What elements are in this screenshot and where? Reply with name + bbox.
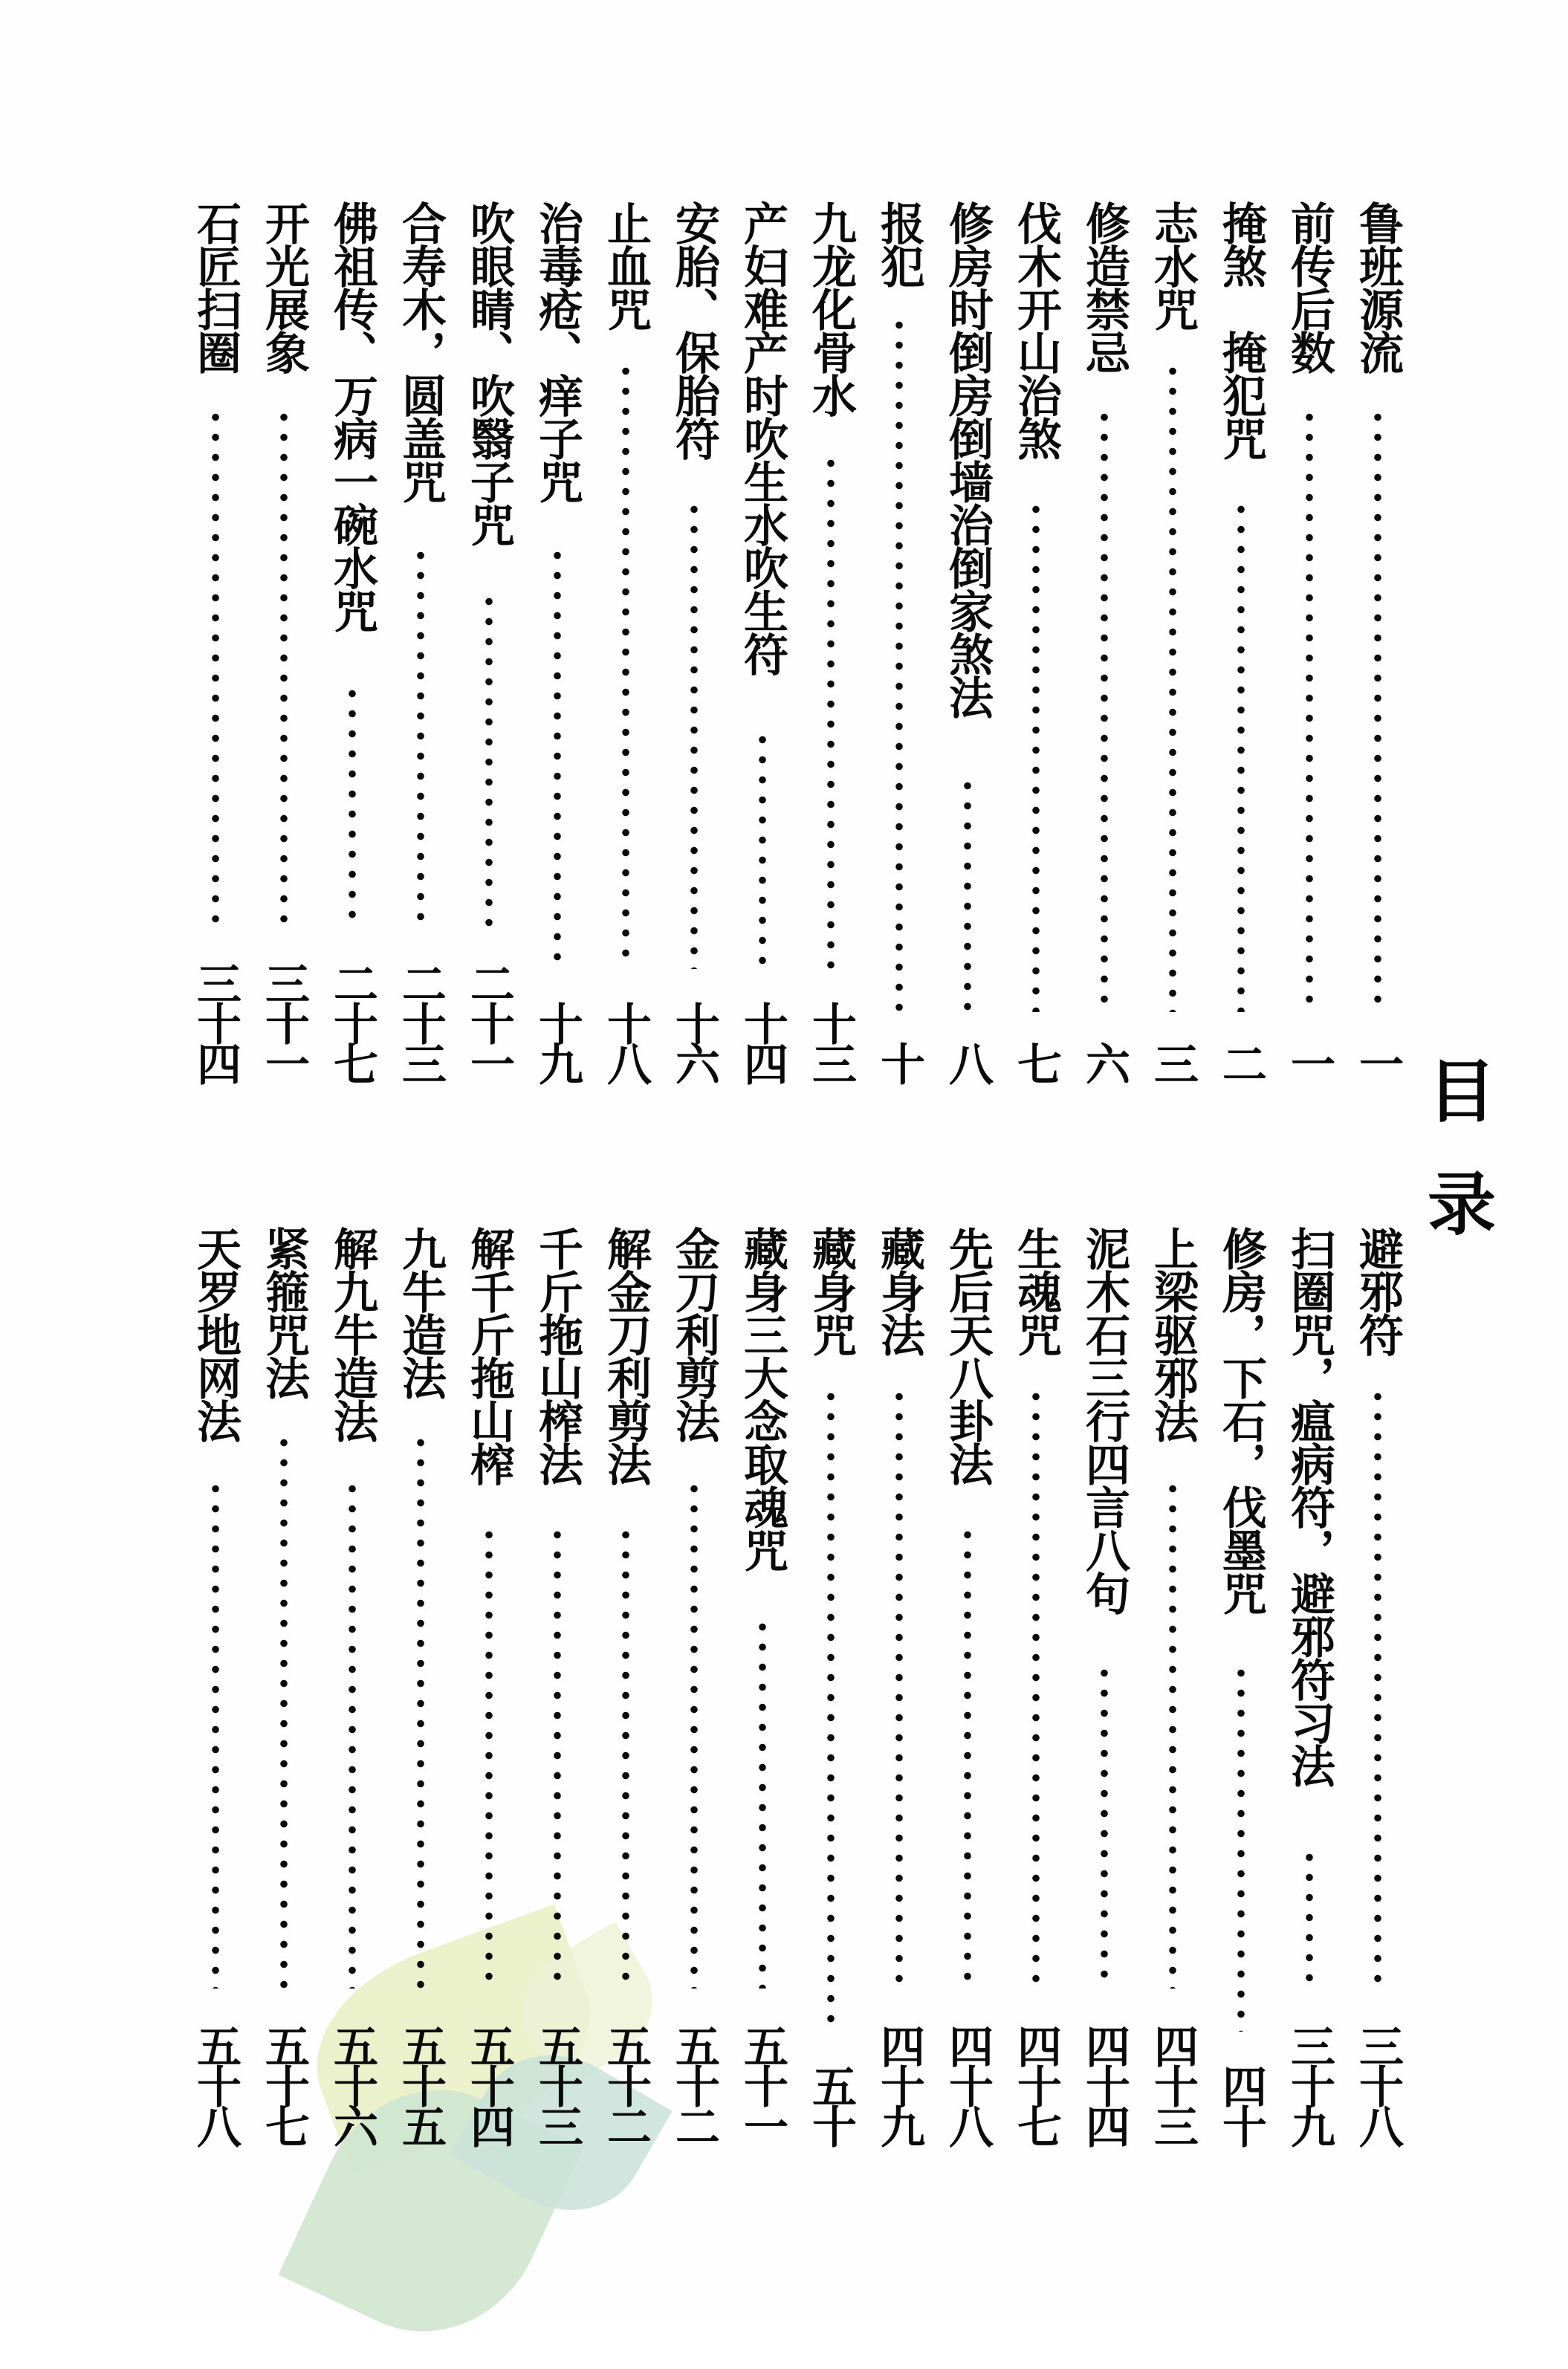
- toc-entry-page-number: 五十二: [600, 2023, 652, 2144]
- toc-entry-title: 石匠扫圈: [189, 201, 242, 373]
- toc-entry[interactable]: [1207, 1226, 1275, 2144]
- dot-leader: [758, 730, 767, 969]
- toc-entry-page-number: 五十一: [736, 2023, 788, 2144]
- toc-entry[interactable]: [592, 201, 660, 1081]
- dot-leader: [1237, 499, 1245, 1012]
- toc-entry-title: 鲁班源流: [1352, 201, 1404, 373]
- toc-entry[interactable]: [386, 201, 455, 1081]
- dot-leader: [553, 545, 562, 969]
- toc-entry-title: 止血咒: [600, 201, 652, 330]
- toc-entry[interactable]: [181, 1226, 250, 2144]
- toc-entry-title: 藏身法: [873, 1226, 925, 1355]
- toc-entry[interactable]: [523, 201, 592, 1081]
- toc-entry-page-number: 十八: [600, 1001, 652, 1081]
- toc-entry[interactable]: [660, 1226, 728, 2144]
- toc-entry-page-number: 三十四: [189, 961, 242, 1081]
- toc-entry-page-number: 十四: [736, 1001, 788, 1081]
- dot-leader: [211, 1479, 220, 1989]
- toc-entry-page-number: 三十八: [1352, 2023, 1404, 2144]
- toc-entry-title: 先后天八卦法: [942, 1226, 994, 1485]
- toc-entry-title: 前传后数: [1283, 201, 1335, 373]
- toc-entry[interactable]: [1138, 201, 1207, 1081]
- toc-entry-page-number: 五十八: [189, 2023, 242, 2144]
- toc-entry[interactable]: [318, 1226, 386, 2144]
- toc-entry-page-number: 二十七: [326, 961, 378, 1081]
- toc-entry-page-number: 四十九: [873, 2023, 925, 2144]
- toc-entry-page-number: 十: [873, 1041, 925, 1081]
- toc-entry-page-number: 五十二: [668, 2023, 720, 2144]
- toc-entry-title: 伐木开山治煞: [1010, 201, 1062, 459]
- toc-entry-page-number: 一: [1283, 1041, 1335, 1081]
- toc-entry-title: 开光展象: [258, 201, 310, 373]
- toc-entry-title: 修房，下石，伐墨咒: [1215, 1226, 1267, 1614]
- toc-entry[interactable]: [1070, 1226, 1138, 2144]
- dot-leader: [348, 1479, 357, 1989]
- toc-entry-page-number: 二十三: [395, 961, 447, 1081]
- toc-entry-page-number: 七: [1010, 1041, 1062, 1081]
- dot-leader: [211, 407, 220, 926]
- dot-leader: [1305, 407, 1314, 1012]
- toc-entry[interactable]: [660, 201, 728, 1081]
- dot-leader: [895, 1387, 904, 1989]
- dot-leader: [1100, 1663, 1109, 1989]
- dot-leader: [826, 453, 835, 969]
- toc-entry-page-number: 二十一: [463, 961, 515, 1081]
- toc-entry-title: 报犯: [873, 201, 925, 287]
- toc-entry[interactable]: [386, 1226, 455, 2144]
- toc-entry-title: 紧箍咒法: [258, 1226, 310, 1399]
- dot-leader: [279, 407, 288, 926]
- toc-entry[interactable]: [318, 201, 386, 1081]
- toc-entry-title: 藏身三大念取魂咒: [736, 1226, 788, 1571]
- toc-entry[interactable]: [865, 201, 933, 1081]
- toc-entry-page-number: 五十: [805, 2064, 857, 2144]
- toc-entry-page-number: 六: [1078, 1041, 1130, 1081]
- toc-entry-page-number: 四十八: [942, 2023, 994, 2144]
- toc-entry[interactable]: [455, 201, 523, 1081]
- toc-entry-page-number: 三十九: [1283, 2023, 1335, 2144]
- toc-entry-page-number: 五十五: [395, 2023, 447, 2144]
- toc-entry[interactable]: [1275, 201, 1344, 1081]
- dot-leader: [1168, 1479, 1177, 1989]
- toc-entry-page-number: 五十三: [531, 2023, 583, 2144]
- toc-entry[interactable]: [1002, 201, 1070, 1081]
- toc-entry[interactable]: [1344, 1226, 1412, 2144]
- toc-entry[interactable]: [728, 1226, 797, 2144]
- dot-leader: [1031, 499, 1040, 1012]
- dot-leader: [895, 315, 904, 1012]
- toc-block-upper: [181, 201, 1412, 1081]
- toc-entry-page-number: 二: [1215, 1041, 1267, 1081]
- toc-entry-title: 生魂咒: [1010, 1226, 1062, 1355]
- dot-leader: [416, 1433, 425, 1989]
- dot-leader: [1168, 361, 1177, 1012]
- dot-leader: [690, 1479, 699, 1989]
- toc-entry-page-number: 四十七: [1010, 2023, 1062, 2144]
- dot-leader: [621, 1525, 630, 1989]
- page-title: 目录: [1416, 1055, 1497, 1281]
- toc-entry-page-number: 四十四: [1078, 2023, 1130, 2144]
- toc-entry-page-number: 十三: [805, 1001, 857, 1081]
- dot-leader: [553, 1525, 562, 1989]
- toc-entry[interactable]: [592, 1226, 660, 2144]
- dot-leader: [1305, 1847, 1314, 1989]
- dot-leader: [826, 1387, 835, 2032]
- dot-leader: [348, 684, 357, 926]
- toc-entry-title: 金刀利剪法: [668, 1226, 720, 1442]
- toc-entry-page-number: 一: [1352, 1041, 1404, 1081]
- toc-block-lower: [181, 1226, 1412, 2144]
- toc-entry-title: 解千斤拖山榨: [463, 1226, 515, 1485]
- toc-entry-title: 治毒疮、痒子咒: [531, 201, 583, 502]
- toc-entry-title: 避邪符: [1352, 1226, 1404, 1355]
- toc-entry[interactable]: [933, 1226, 1002, 2144]
- dot-leader: [485, 592, 493, 926]
- toc-entry[interactable]: [797, 1226, 865, 2144]
- toc-entry-title: 千斤拖山榨法: [531, 1226, 583, 1485]
- toc-entry-page-number: 十九: [531, 1001, 583, 1081]
- toc-entry-title: 吹眼睛、吹翳子咒: [463, 201, 515, 545]
- dot-leader: [279, 1433, 288, 1989]
- dot-leader: [758, 1617, 767, 1989]
- toc-entry[interactable]: [797, 201, 865, 1081]
- dot-leader: [1031, 1387, 1040, 1989]
- dot-leader: [1373, 1387, 1382, 1989]
- dot-leader: [485, 1525, 493, 1989]
- toc-entry[interactable]: [455, 1226, 523, 2144]
- toc-entry-title: 解九牛造法: [326, 1226, 378, 1442]
- toc-entry-title: 合寿木，圆盖咒: [395, 201, 447, 502]
- toc-entry-page-number: 四十三: [1147, 2023, 1199, 2144]
- toc-entry-title: 掩煞 掩犯咒: [1215, 201, 1267, 459]
- toc-entry-title: 九龙化骨水: [805, 201, 857, 416]
- toc-entry-page-number: 八: [942, 1041, 994, 1081]
- toc-entry-title: 天罗地网法: [189, 1226, 242, 1442]
- toc-entry-title: 泥木石三行四言八句: [1078, 1226, 1130, 1614]
- toc-entry[interactable]: [181, 201, 250, 1081]
- toc-entry-title: 修造禁忌: [1078, 201, 1130, 373]
- dot-leader: [1100, 407, 1109, 1012]
- toc-entry[interactable]: [933, 201, 1002, 1081]
- toc-entry-page-number: 十六: [668, 1001, 720, 1081]
- toc-entry-title: 志水咒: [1147, 201, 1199, 330]
- dot-leader: [1373, 407, 1382, 1012]
- toc-entry[interactable]: [865, 1226, 933, 2144]
- toc-entry-page-number: 四十: [1215, 2064, 1267, 2144]
- toc-entry[interactable]: [1207, 201, 1275, 1081]
- toc-entry-page-number: 五十七: [258, 2023, 310, 2144]
- toc-entry-page-number: 五十四: [463, 2023, 515, 2144]
- toc-entry[interactable]: [1344, 201, 1412, 1081]
- toc-entry[interactable]: [1138, 1226, 1207, 2144]
- dot-leader: [963, 1525, 972, 1989]
- toc-entry[interactable]: [728, 201, 797, 1081]
- dot-leader: [621, 361, 630, 969]
- toc-entry[interactable]: [523, 1226, 592, 2144]
- toc-entry[interactable]: [1070, 201, 1138, 1081]
- dot-leader: [416, 545, 425, 926]
- dot-leader: [1237, 1663, 1245, 2032]
- toc-entry-title: 上梁驱邪法: [1147, 1226, 1199, 1442]
- toc-entry-title: 佛祖传、万病一碗水咒: [326, 201, 378, 632]
- toc-entry[interactable]: [250, 1226, 318, 2144]
- dot-leader: [690, 499, 699, 969]
- toc-entry-title: 解金刀利剪法: [600, 1226, 652, 1485]
- toc-entry[interactable]: [1002, 1226, 1070, 2144]
- toc-entry-page-number: 三: [1147, 1041, 1199, 1081]
- dot-leader: [963, 776, 972, 1012]
- toc-entry-page-number: 三十一: [258, 961, 310, 1081]
- toc-entry-title: 扫圈咒，瘟病符，避邪符习法: [1283, 1226, 1335, 1786]
- toc-entry[interactable]: [250, 201, 318, 1081]
- toc-entry[interactable]: [1275, 1226, 1344, 2144]
- toc-entry-title: 藏身咒: [805, 1226, 857, 1355]
- toc-entry-title: 产妇难产时吹生水吹生符: [736, 201, 788, 675]
- toc-entry-title: 九牛造法: [395, 1226, 447, 1399]
- toc-entry-page-number: 五十六: [326, 2023, 378, 2144]
- toc-entry-title: 修房时倒房倒墙治倒家煞法: [942, 201, 994, 718]
- toc-entry-title: 安胎、保胎符: [668, 201, 720, 459]
